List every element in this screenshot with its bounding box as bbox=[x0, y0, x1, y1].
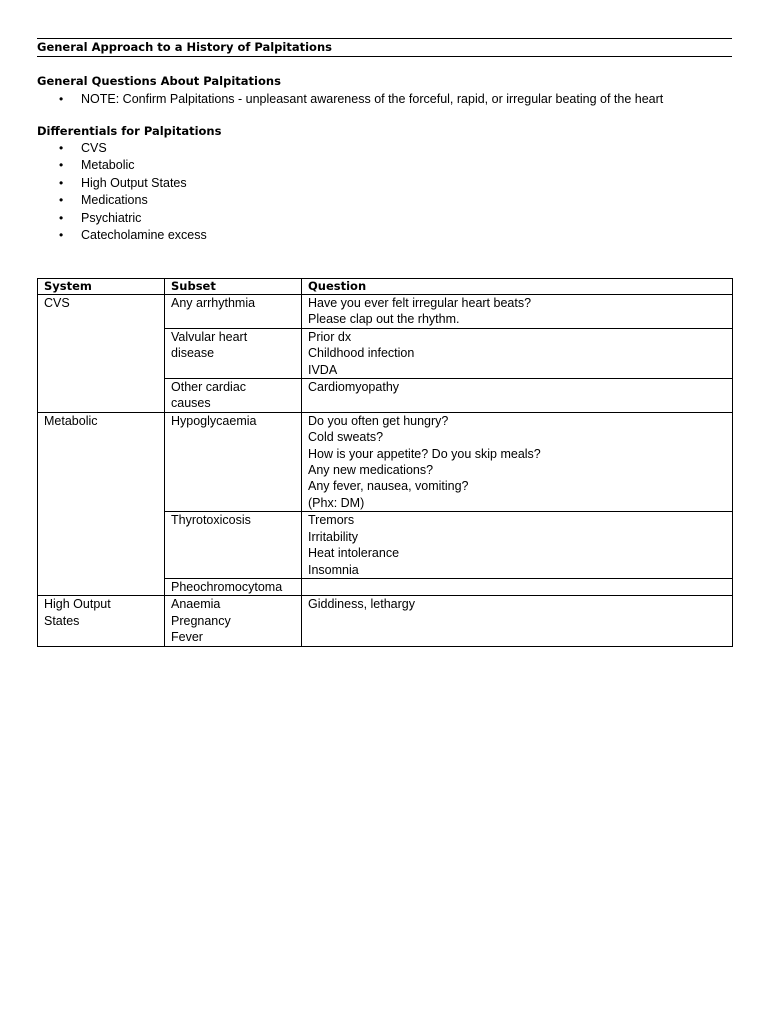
table-row bbox=[38, 596, 733, 646]
list-item: • Medications bbox=[37, 192, 207, 209]
column-header-system: System bbox=[38, 279, 165, 295]
list-item: • CVS bbox=[37, 140, 207, 157]
question-cell bbox=[302, 578, 733, 595]
question-cell: Cardiomyopathy bbox=[302, 379, 733, 413]
subset-cell: Any arrhythmia bbox=[165, 295, 302, 329]
list-item: • NOTE: Confirm Palpitations - unpleasant awareness of the forceful, rapid, or irregular beating of the heart bbox=[37, 91, 663, 108]
table-row bbox=[38, 412, 733, 511]
list-item: • Metabolic bbox=[37, 157, 207, 174]
table-row bbox=[38, 295, 733, 329]
list-item: • Psychiatric bbox=[37, 210, 207, 227]
question-cell: Do you often get hungry? Cold sweats? How is your appetite? Do you skip meals? Any new medications? Any fever, nausea, vomiting? (Phx: DM) bbox=[302, 412, 733, 511]
table-header-row bbox=[38, 279, 733, 295]
system-cell: High Output States bbox=[38, 596, 165, 646]
subset-cell: Other cardiac causes bbox=[165, 379, 302, 413]
system-cell: CVS bbox=[38, 295, 165, 413]
list-item: • Catecholamine excess bbox=[37, 227, 207, 244]
general-questions-heading: General Questions About Palpitations bbox=[37, 74, 281, 88]
question-cell: Giddiness, lethargy bbox=[302, 596, 733, 646]
differentials-list bbox=[37, 140, 207, 244]
question-cell: Prior dx Childhood infection IVDA bbox=[302, 328, 733, 378]
subset-cell: Thyrotoxicosis bbox=[165, 512, 302, 579]
system-cell: Metabolic bbox=[38, 412, 165, 595]
question-cell: Have you ever felt irregular heart beats? Please clap out the rhythm. bbox=[302, 295, 733, 329]
differentials-heading: Differentials for Palpitations bbox=[37, 124, 222, 138]
subset-cell: Anaemia Pregnancy Fever bbox=[165, 596, 302, 646]
title-bar bbox=[37, 38, 732, 57]
general-questions-list bbox=[37, 91, 663, 108]
document-title: General Approach to a History of Palpitations bbox=[37, 40, 332, 54]
column-header-question: Question bbox=[302, 279, 733, 295]
subset-cell: Pheochromocytoma bbox=[165, 578, 302, 595]
question-cell: Tremors Irritability Heat intolerance Insomnia bbox=[302, 512, 733, 579]
subset-cell: Valvular heart disease bbox=[165, 328, 302, 378]
palpitations-table bbox=[37, 278, 733, 647]
list-item: • High Output States bbox=[37, 175, 207, 192]
subset-cell: Hypoglycaemia bbox=[165, 412, 302, 511]
column-header-subset: Subset bbox=[165, 279, 302, 295]
